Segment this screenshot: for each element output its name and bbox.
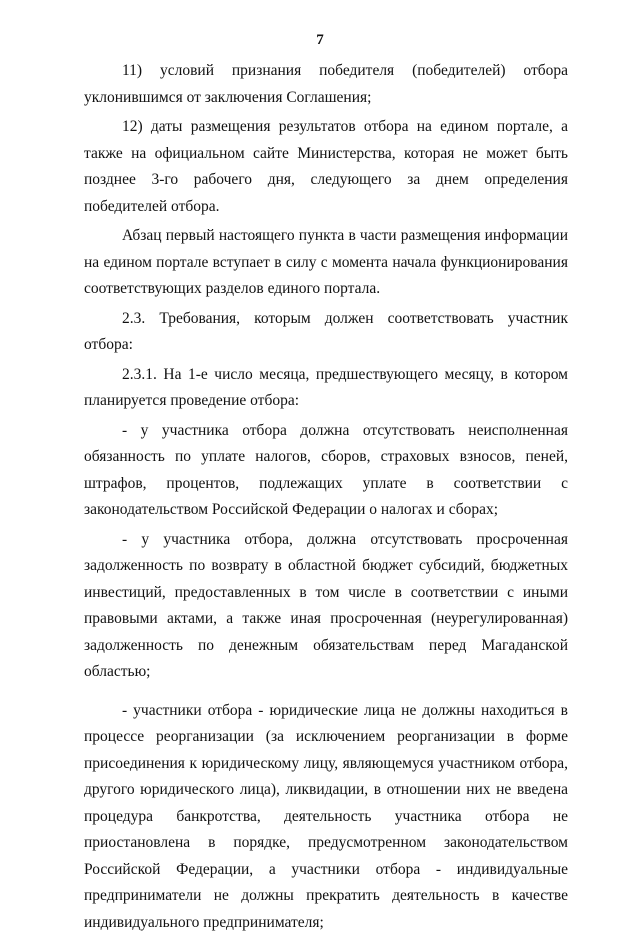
paragraph-effective-date: Абзац первый настоящего пункта в части размещения информации на едином портале вступает в силу с момента начала функционирования соответствующих разделов единого портала.	[84, 223, 568, 303]
paragraph-section-2-3: 2.3. Требования, которым должен соответствовать участник отбора:	[84, 306, 568, 359]
paragraph-item-12: 12) даты размещения результатов отбора на едином портале, а также на официальном сайте Министерства, которая не может быть позднее 3-го рабочего дня, следующего за днем определения победителей отбора.	[84, 114, 568, 220]
paragraph-reorganization: - участники отбора - юридические лица не должны находиться в процессе реорганизации (за исключением реорганизации в форме присоединения к юридическому лицу, являющемуся участником отбора, другого юридического лица), ликвидации, в отношении них не введена процедура банкротства, деятельность участника отбора не приостановлена в порядке, предусмотренном законодательством Российской Федерации, а участники отбора - индивидуальные предприниматели не должны прекратить деятельность в качестве индивидуального предпринимателя;	[84, 698, 568, 936]
paragraph-tax-obligation: - у участника отбора должна отсутствовать неисполненная обязанность по уплате налогов, сборов, страховых взносов, пеней, штрафов, процентов, подлежащих уплате в соответствии с законодательством Российской Федерации о налогах и сборах;	[84, 418, 568, 524]
page-number: 7	[0, 32, 640, 49]
document-body	[84, 58, 568, 936]
paragraph-item-11: 11) условий признания победителя (победителей) отбора уклонившимся от заключения Соглашения;	[84, 58, 568, 111]
paragraph-section-2-3-1: 2.3.1. На 1-е число месяца, предшествующего месяцу, в котором планируется проведение отбора:	[84, 362, 568, 415]
paragraph-overdue-debt: - у участника отбора, должна отсутствовать просроченная задолженность по возврату в областной бюджет субсидий, бюджетных инвестиций, предоставленных в том числе в соответствии с иными правовыми актами, а также иная просроченная (неурегулированная) задолженность по денежным обязательствам перед Магаданской областью;	[84, 527, 568, 686]
